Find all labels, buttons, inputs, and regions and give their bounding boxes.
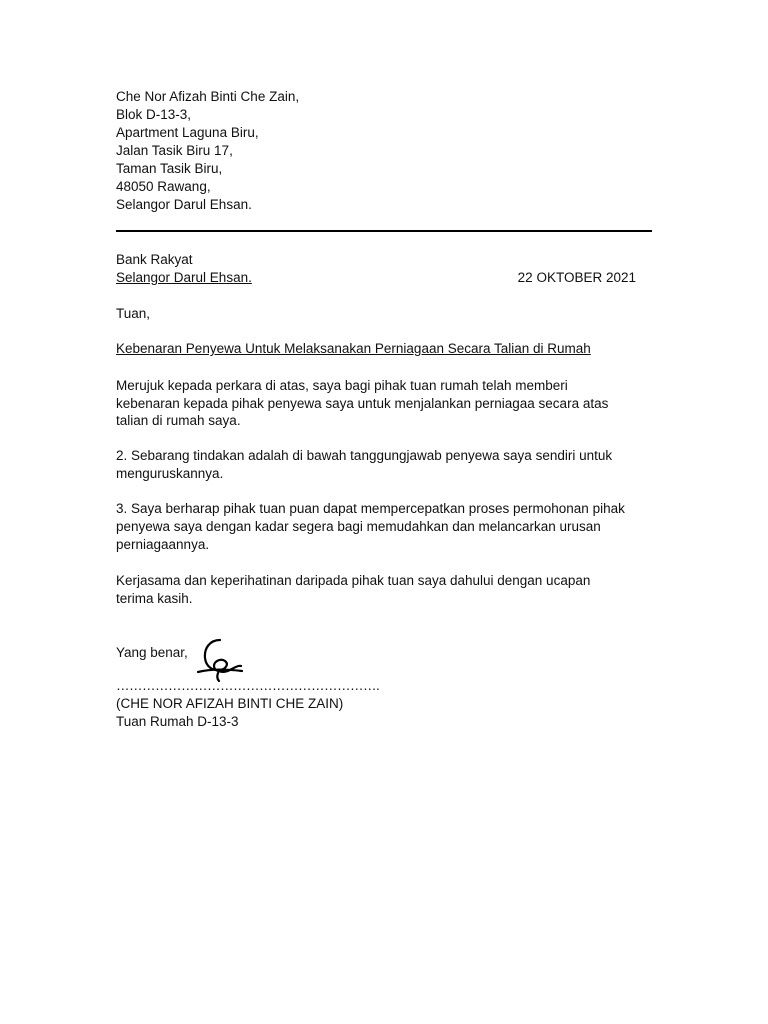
sender-address-line: 48050 Rawang, — [116, 179, 211, 194]
sender-address-line: Selangor Darul Ehsan. — [116, 197, 252, 212]
paragraph-1-line: kebenaran kepada pihak penyewa saya untuk menjalankan perniagaa secara atas — [116, 396, 609, 411]
paragraph-3-line: 3. Saya berharap pihak tuan puan dapat mempercepatkan proses permohonan pihak — [116, 501, 625, 516]
recipient-location: Selangor Darul Ehsan. — [116, 270, 252, 285]
handwritten-signature — [196, 636, 244, 682]
paragraph-2-line: menguruskannya. — [116, 466, 224, 481]
paragraph-3-line: penyewa saya dengan kadar segera bagi memudahkan dan melancarkan urusan — [116, 519, 601, 534]
sender-address-line: Taman Tasik Biru, — [116, 161, 223, 176]
header-divider — [116, 230, 652, 232]
letter-date: 22 OKTOBER 2021 — [517, 270, 636, 285]
paragraph-1-line: talian di rumah saya. — [116, 413, 241, 428]
signatory-title: Tuan Rumah D-13-3 — [116, 714, 239, 729]
sender-address-line: Apartment Laguna Biru, — [116, 125, 259, 140]
paragraph-1-line: Merujuk kepada perkara di atas, saya bagi pihak tuan rumah telah memberi — [116, 378, 568, 393]
paragraph-4-line: Kerjasama dan keperihatinan daripada pihak tuan saya dahului dengan ucapan — [116, 573, 591, 588]
paragraph-3-line: perniagaannya. — [116, 537, 210, 552]
subject-line: Kebenaran Penyewa Untuk Melaksanakan Perniagaan Secara Talian di Rumah — [116, 341, 591, 356]
paragraph-2-line: 2. Sebarang tindakan adalah di bawah tanggungjawab penyewa saya sendiri untuk — [116, 448, 613, 463]
recipient-name: Bank Rakyat — [116, 252, 193, 267]
signatory-name: (CHE NOR AFIZAH BINTI CHE ZAIN) — [116, 696, 344, 711]
sender-address-line: Jalan Tasik Biru 17, — [116, 143, 233, 158]
salutation: Tuan, — [116, 306, 151, 321]
signature-dotted-line: ……………………………………………………. — [116, 678, 380, 693]
sender-name: Che Nor Afizah Binti Che Zain, — [116, 89, 300, 104]
sender-address-line: Blok D-13-3, — [116, 107, 192, 122]
paragraph-4-line: terima kasih. — [116, 591, 193, 606]
closing-phrase: Yang benar, — [116, 645, 188, 660]
